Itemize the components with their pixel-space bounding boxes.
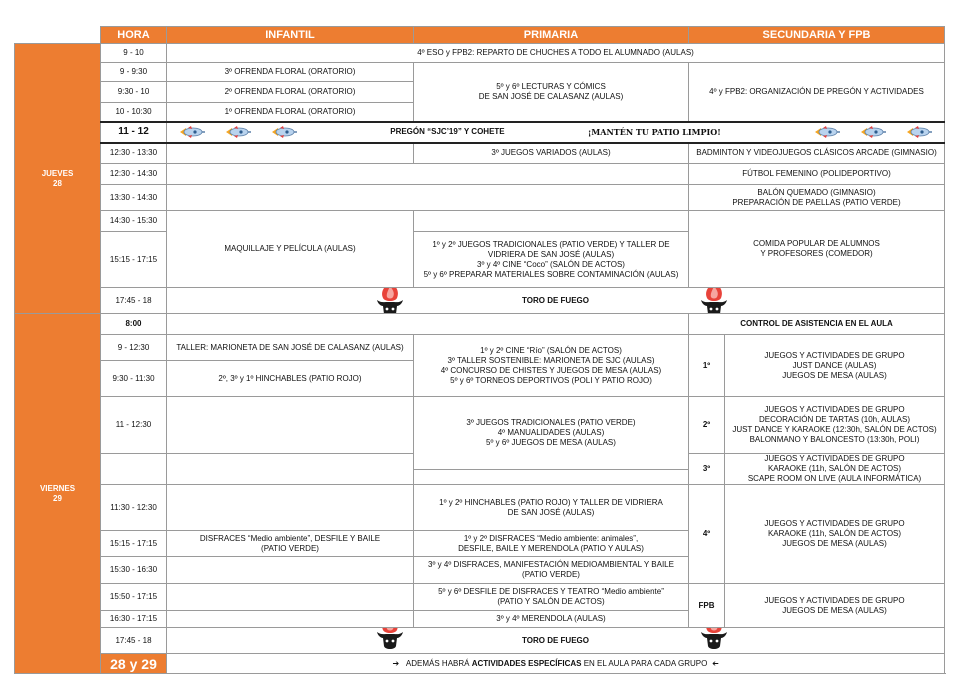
control-asistencia-cell: CONTROL DE ASISTENCIA EN EL AULA <box>689 314 945 335</box>
header-row <box>15 27 945 44</box>
time-cell: 15:50 - 17:15 <box>101 584 167 611</box>
activity-cell <box>167 397 414 454</box>
activity-cell: FÚTBOL FEMENINO (POLIDEPORTIVO) <box>689 164 945 185</box>
time-cell: 11:30 - 12:30 <box>101 485 167 531</box>
footer-days-label: 28 y 29 <box>101 654 167 674</box>
table-row <box>15 164 945 185</box>
activity-cell: 3º y 4º DISFRACES, MANIFESTACIÓN MEDIOAMBIENTAL Y BAILE (PATIO VERDE) <box>414 557 689 584</box>
activity-cell: JUEGOS Y ACTIVIDADES DE GRUPO DECORACIÓN DE TARTAS (10h, AULAS) JUST DANCE Y KARAOKE (12:30h, SALÓN DE ACTOS) BALONMANO Y BALONCESTO (13:30h, POLI) <box>725 397 945 454</box>
time-cell: 9 - 9:30 <box>101 63 167 82</box>
time-cell: 8:00 <box>101 314 167 335</box>
fire-torch-icon <box>697 628 731 654</box>
toro-label: TORO DE FUEGO <box>522 635 589 645</box>
pregon-banner <box>167 122 945 143</box>
activity-cell: JUEGOS Y ACTIVIDADES DE GRUPO KARAOKE (11h, SALÓN DE ACTOS) SCAPE ROOM ON LIVE (AULA INFORMÁTICA) <box>725 454 945 485</box>
pregon-title: PREGÓN “SJC’19” Y COHETE <box>390 127 505 136</box>
activity-cell: BALÓN QUEMADO (GIMNASIO) PREPARACIÓN DE PAELLAS (PATIO VERDE) <box>689 185 945 211</box>
activity-cell: 4º y FPB2: ORGANIZACIÓN DE PREGÓN Y ACTIVIDADES <box>689 63 945 122</box>
header-primaria: PRIMARIA <box>414 27 689 44</box>
rocket-icon <box>178 125 206 139</box>
table-row <box>15 314 945 335</box>
time-cell: 15:30 - 16:30 <box>101 557 167 584</box>
day-label-thursday: JUEVES 28 <box>15 44 101 314</box>
activity-cell <box>167 454 414 485</box>
activity-cell: 4º ESO y FPB2: REPARTO DE CHUCHES A TODO EL ALUMNADO (AULAS) <box>167 44 945 63</box>
time-cell: 10 - 10:30 <box>101 103 167 122</box>
time-cell: 12:30 - 13:30 <box>101 143 167 164</box>
time-cell: 9 - 10 <box>101 44 167 63</box>
grade-label: FPB <box>689 584 725 628</box>
activity-cell: 1º y 2º HINCHABLES (PATIO ROJO) Y TALLER DE VIDRIERA DE SAN JOSÉ (AULAS) <box>414 485 689 531</box>
time-cell: 16:30 - 17:15 <box>101 611 167 628</box>
time-cell: 17:45 - 18 <box>101 288 167 314</box>
time-cell: 9:30 - 10 <box>101 82 167 103</box>
footer-note <box>167 654 945 674</box>
table-row <box>15 44 945 63</box>
time-cell: 11 - 12:30 <box>101 397 167 454</box>
fire-torch-icon <box>373 628 407 654</box>
activity-cell: 1º y 2º CINE “Río” (SALÓN DE ACTOS) 3º TALLER SOSTENIBLE: MARIONETA DE SJC (AULAS) 4º CONCURSO DE CHISTES Y JUEGOS DE MESA (AULAS) 5º y 6º TORNEOS DEPORTIVOS (POLI Y PATIO ROJO) <box>414 335 689 397</box>
toro-de-fuego-cell <box>167 288 945 314</box>
arrow-left-icon: ➔ <box>711 658 719 668</box>
activity-cell: MAQUILLAJE Y PELÍCULA (AULAS) <box>167 211 414 288</box>
table-row <box>15 288 945 314</box>
activity-cell: JUEGOS Y ACTIVIDADES DE GRUPO JUST DANCE (AULAS) JUEGOS DE MESA (AULAS) <box>725 335 945 397</box>
fire-torch-icon <box>373 288 407 314</box>
patio-limpio-slogan: ¡MANTÉN TU PATIO LIMPIO! <box>587 127 721 137</box>
time-cell: 12:30 - 14:30 <box>101 164 167 185</box>
activity-cell: JUEGOS Y ACTIVIDADES DE GRUPO JUEGOS DE MESA (AULAS) <box>725 584 945 628</box>
schedule-table <box>14 26 945 674</box>
activity-cell <box>414 470 689 485</box>
activity-cell <box>167 557 414 584</box>
rocket-icon <box>905 125 933 139</box>
time-cell: 13:30 - 14:30 <box>101 185 167 211</box>
activity-cell <box>414 211 689 232</box>
activity-cell: TALLER: MARIONETA DE SAN JOSÉ DE CALASANZ (AULAS) <box>167 335 414 361</box>
activity-cell: 5º y 6º LECTURAS Y CÓMICS DE SAN JOSÉ DE CALASANZ (AULAS) <box>414 63 689 122</box>
time-cell: 14:30 - 15:30 <box>101 211 167 232</box>
fire-torch-icon <box>697 288 731 314</box>
table-row <box>15 63 945 82</box>
table-row <box>15 584 945 611</box>
table-row <box>15 185 945 211</box>
activity-cell <box>167 164 689 185</box>
activity-cell <box>167 485 414 531</box>
toro-de-fuego-cell <box>167 628 945 654</box>
time-cell: 17:45 - 18 <box>101 628 167 654</box>
activity-cell <box>167 185 689 211</box>
rocket-icon <box>224 125 252 139</box>
time-cell: 11 - 12 <box>101 122 167 143</box>
table-row <box>15 397 945 419</box>
time-cell: 9:30 - 11:30 <box>101 361 167 397</box>
activity-cell: 3º JUEGOS TRADICIONALES (PATIO VERDE) 4º MANUALIDADES (AULAS) 5º y 6º JUEGOS DE MESA (AULAS) <box>414 397 689 470</box>
rocket-icon <box>813 125 841 139</box>
table-row <box>15 122 945 143</box>
activity-cell: 2º, 3º y 1º HINCHABLES (PATIO ROJO) <box>167 361 414 397</box>
activity-cell: 1º y 2º JUEGOS TRADICIONALES (PATIO VERDE) Y TALLER DE VIDRIERA DE SAN JOSÉ (AULAS) 3º y 4º CINE “Coco” (SALÓN DE ACTOS) 5º y 6º PREPARAR MATERIALES SOBRE CONTAMINACIÓN (AULAS) <box>414 232 689 288</box>
activity-cell: 3º OFRENDA FLORAL (ORATORIO) <box>167 63 414 82</box>
table-row <box>15 211 945 232</box>
header-hora: HORA <box>101 27 167 44</box>
rocket-group-right <box>804 125 942 139</box>
activity-cell: COMIDA POPULAR DE ALUMNOS Y PROFESORES (COMEDOR) <box>689 211 945 288</box>
footer-text-bold: ACTIVIDADES ESPECÍFICAS <box>471 658 582 668</box>
time-cell <box>101 454 167 485</box>
table-row <box>15 485 945 531</box>
activity-cell: 2º OFRENDA FLORAL (ORATORIO) <box>167 82 414 103</box>
footer-text-pre: ADEMÁS HABRÁ <box>405 658 472 668</box>
activity-cell: 1º OFRENDA FLORAL (ORATORIO) <box>167 103 414 122</box>
activity-cell: JUEGOS Y ACTIVIDADES DE GRUPO KARAOKE (11h, SALÓN DE ACTOS) JUEGOS DE MESA (AULAS) <box>725 485 945 584</box>
table-row <box>15 143 945 164</box>
activity-cell: 1º y 2º DISFRACES “Medio ambiente: animales”, DESFILE, BAILE Y MERENDOLA (PATIO Y AULAS) <box>414 531 689 557</box>
table-row <box>15 335 945 361</box>
time-cell: 15:15 - 17:15 <box>101 531 167 557</box>
table-row <box>15 628 945 654</box>
grade-label: 1º <box>689 335 725 397</box>
activity-cell: BADMINTON Y VIDEOJUEGOS CLÁSICOS ARCADE (GIMNASIO) <box>689 143 945 164</box>
grade-label: 4º <box>689 485 725 584</box>
header-infantil: INFANTIL <box>167 27 414 44</box>
activity-cell: 3º JUEGOS VARIADOS (AULAS) <box>414 143 689 164</box>
activity-cell <box>167 584 414 611</box>
time-cell: 9 - 12:30 <box>101 335 167 361</box>
activity-cell <box>167 314 689 335</box>
rocket-icon <box>270 125 298 139</box>
footer-row <box>15 654 945 674</box>
day-label-friday: VIERNES 29 <box>15 314 101 674</box>
activity-cell: DISFRACES “Medio ambiente”, DESFILE Y BAILE (PATIO VERDE) <box>167 531 414 557</box>
activity-cell <box>167 611 414 628</box>
activity-cell <box>167 143 414 164</box>
footer-text-post: EN EL AULA PARA CADA GRUPO <box>581 658 708 668</box>
activity-cell: 3º y 4º MERENDOLA (AULAS) <box>414 611 689 628</box>
toro-label: TORO DE FUEGO <box>522 295 589 305</box>
activity-cell: 5º y 6º DESFILE DE DISFRACES Y TEATRO “Medio ambiente” (PATIO Y SALÓN DE ACTOS) <box>414 584 689 611</box>
arrow-right-icon: ➔ <box>392 658 400 668</box>
grade-label: 2º <box>689 397 725 454</box>
time-cell: 15:15 - 17:15 <box>101 232 167 288</box>
rocket-icon <box>859 125 887 139</box>
grade-label: 3º <box>689 454 725 485</box>
rocket-group-left <box>169 125 307 139</box>
header-secundaria: SECUNDARIA Y FPB <box>689 27 945 44</box>
